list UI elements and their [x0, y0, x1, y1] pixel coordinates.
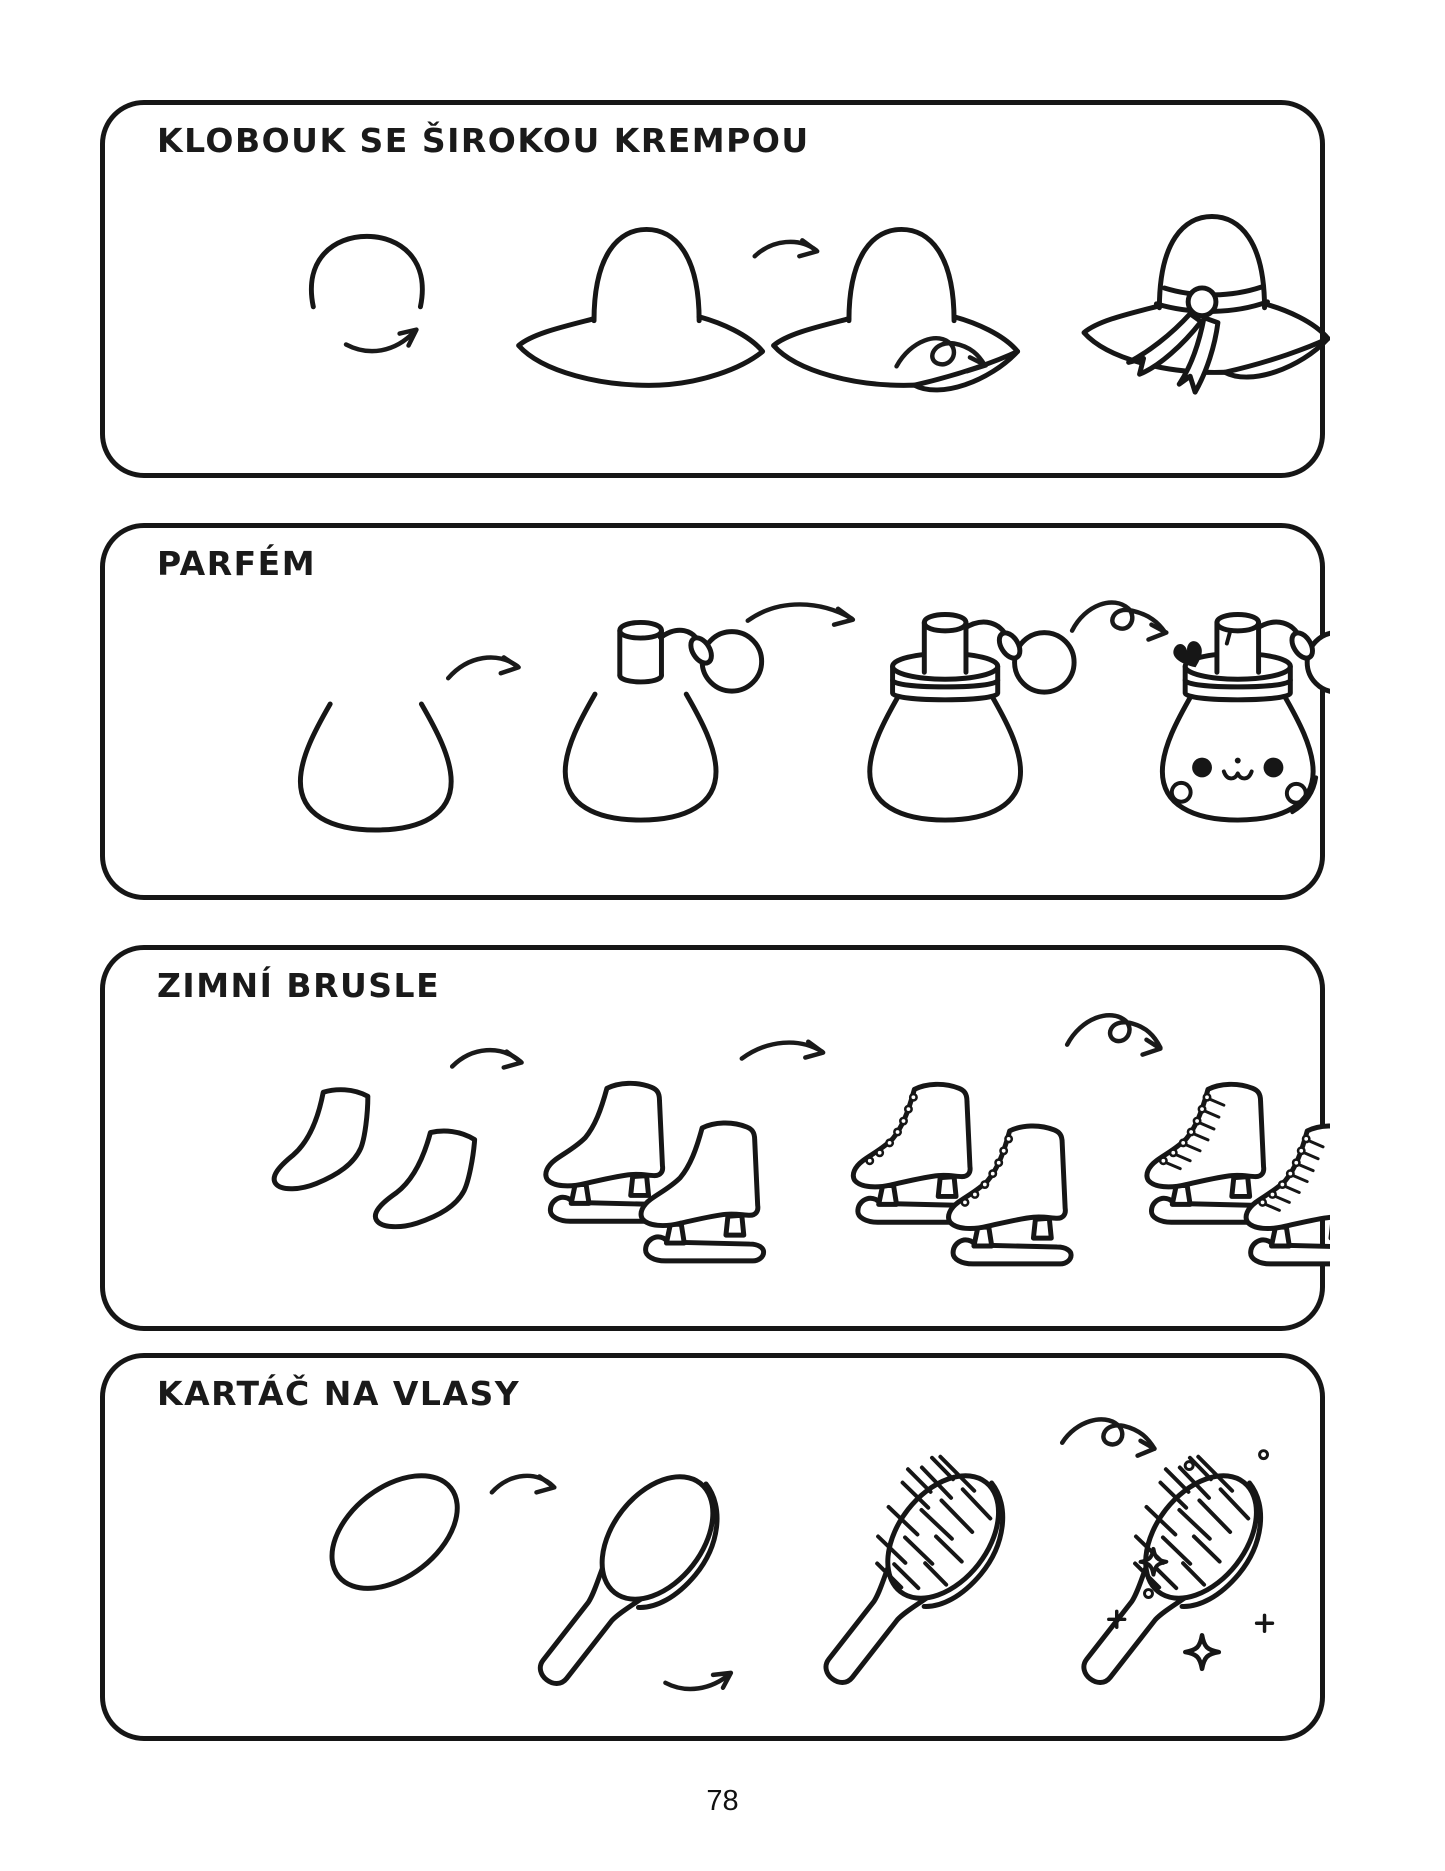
kawaii-face: [1172, 758, 1306, 803]
arrow-step1-to-step2: [492, 1476, 554, 1493]
arrow-step1-to-step2: [346, 330, 416, 352]
arrow-step3-to-step4: [1062, 1419, 1154, 1455]
arrow-step1-to-step2: [452, 1050, 521, 1067]
skates-step-1-drawing: [274, 1090, 475, 1232]
perfume-step-1-drawing: [300, 704, 451, 830]
panel-title: ZIMNÍ BRUSLE: [157, 966, 441, 1005]
panel-ice-skates: [100, 945, 1325, 1331]
skates-step-4-drawing: [1147, 1084, 1330, 1264]
panel-hairbrush: [100, 1353, 1325, 1741]
panel-title: KLOBOUK SE ŠIROKOU KREMPOU: [157, 121, 810, 160]
skates-step-2-drawing: [546, 1083, 764, 1261]
arrow-step1-to-step2: [448, 657, 518, 678]
panel-perfume: [100, 523, 1325, 900]
perfume-step-4-drawing: [1162, 614, 1330, 820]
brush-step-3-drawing: [778, 1437, 1030, 1711]
arrow-step3-to-step4: [1067, 1015, 1160, 1054]
arrow-step2-to-step3: [742, 1042, 823, 1059]
perfume-step-2-drawing: [565, 622, 761, 820]
hat-step-2-drawing: [519, 229, 763, 385]
brush-step-1-drawing: [311, 1453, 479, 1611]
hat-steps-illustration: [105, 160, 1330, 445]
panel-title: PARFÉM: [157, 544, 317, 583]
arrow-step2-to-step3: [665, 1673, 730, 1689]
panel-wide-brim-hat: [100, 100, 1325, 478]
perfume-step-3-drawing: [870, 614, 1074, 820]
arrow-step2-to-step3: [755, 240, 817, 256]
brush-step-4-drawing: [1036, 1437, 1330, 1711]
page-number: 78: [706, 1785, 739, 1817]
hairbrush-steps-illustration: [105, 1413, 1330, 1713]
skates-step-3-drawing: [853, 1084, 1071, 1264]
arrow-step3-to-step4: [897, 338, 986, 371]
brush-step-2-drawing: [511, 1453, 743, 1712]
panel-title: KARTÁČ NA VLASY: [157, 1374, 521, 1413]
hat-step-4-drawing: [1084, 217, 1328, 393]
skates-steps-illustration: [105, 1005, 1330, 1290]
arrow-step2-to-step3: [748, 604, 853, 624]
arrow-step3-to-step4: [1072, 603, 1166, 640]
perfume-steps-illustration: [105, 583, 1330, 853]
hat-step-1-drawing: [311, 236, 422, 306]
ribbon-knot: [1188, 288, 1216, 316]
